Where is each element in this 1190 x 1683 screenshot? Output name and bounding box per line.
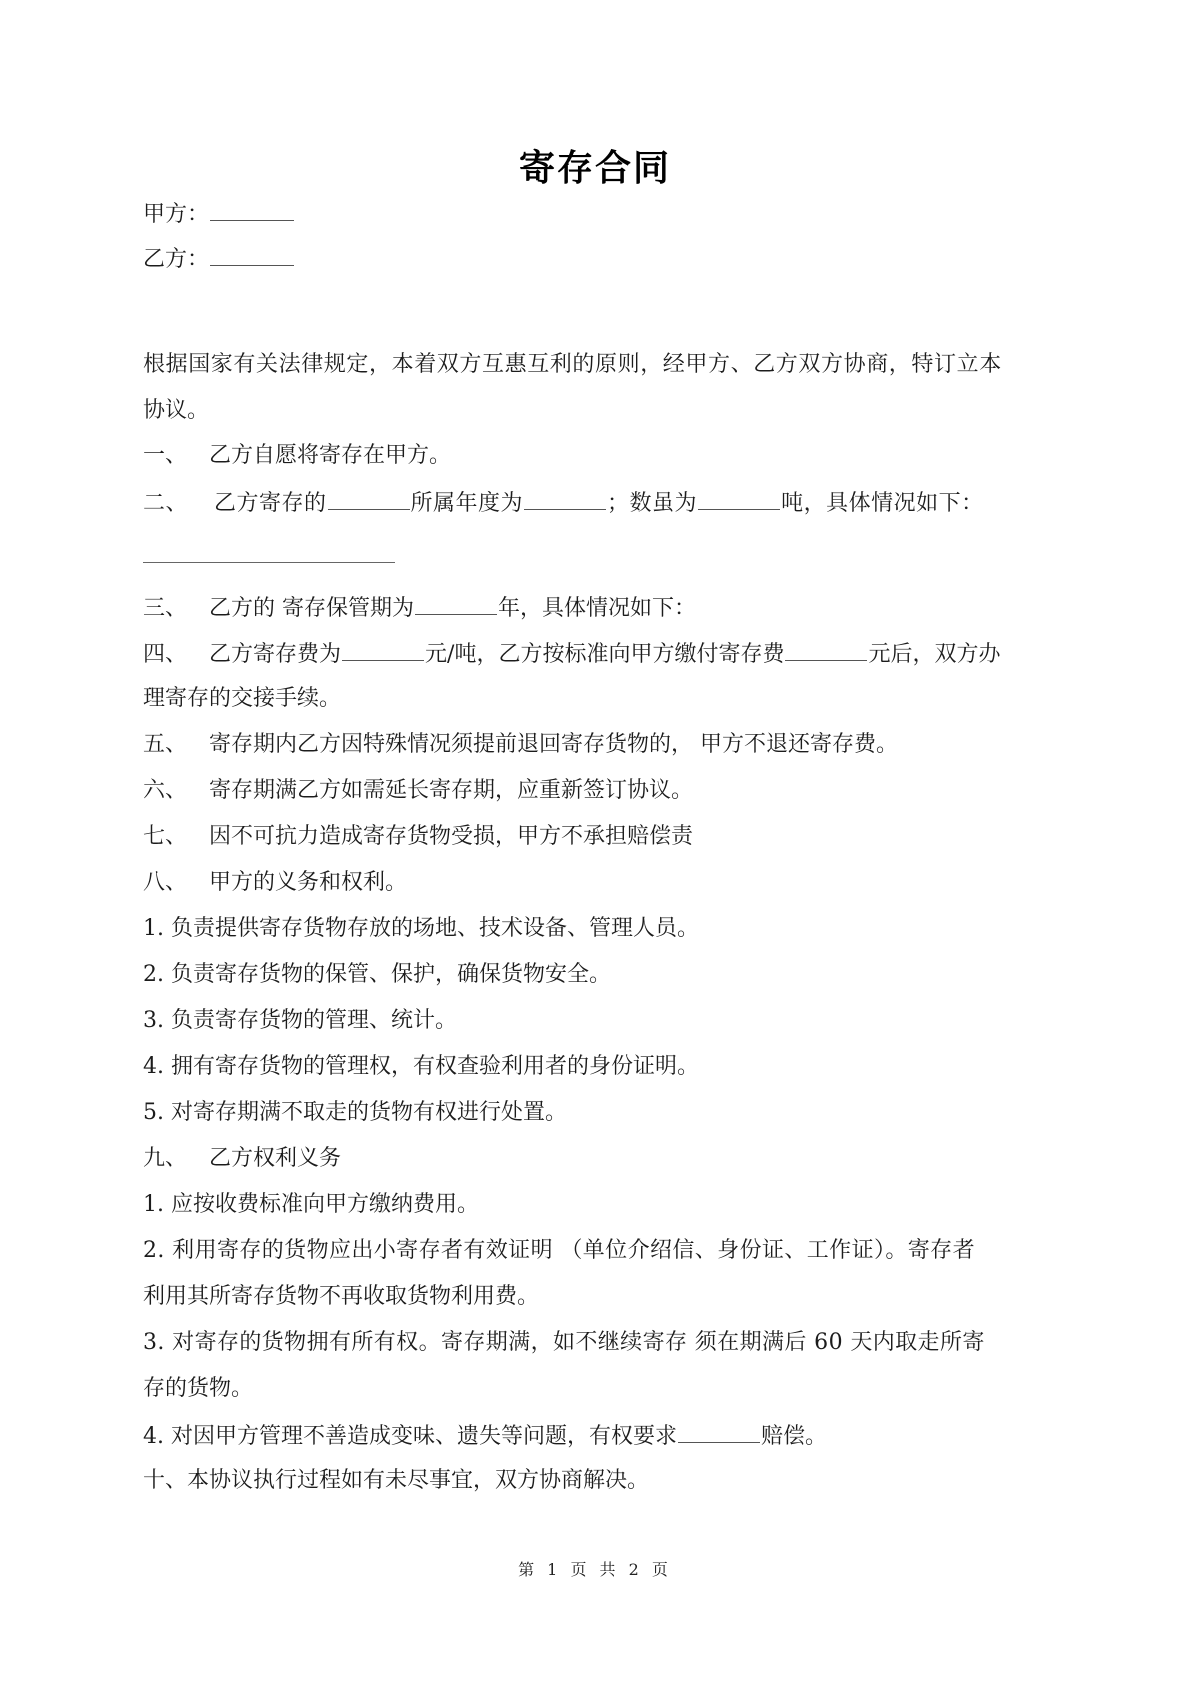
- details-blank-line[interactable]: [143, 562, 395, 563]
- page-footer: 第 1 页 共 2 页: [518, 1560, 672, 1579]
- clause-9-item-2: 2. 利用寄存的货物应出小寄存者有效证明 （单位介绍信、身份证、工作证）。寄存者: [143, 1238, 975, 1263]
- clause-9-item-2-continued: 利用其所寄存货物不再收取货物利用费。: [143, 1284, 540, 1309]
- clause-4: [143, 638, 1000, 670]
- clause-text: 元后，双方办: [868, 642, 1001, 667]
- unit-fee-blank[interactable]: [342, 638, 424, 661]
- clause-2: [143, 487, 984, 519]
- clause-3: [143, 592, 696, 624]
- clause-text: 乙方寄存费为: [209, 642, 342, 667]
- clause-8: [143, 868, 407, 898]
- clause-1: [143, 441, 451, 471]
- document-title: 寄存合同: [518, 147, 671, 189]
- quantity-blank[interactable]: [698, 487, 780, 510]
- clause-7: [143, 822, 693, 852]
- clause-8-item-3: 3. 负责寄存货物的管理、统计。: [143, 1008, 457, 1033]
- clause-number: 五、: [143, 732, 188, 757]
- year-blank[interactable]: [524, 487, 606, 510]
- clause-text: 所属年度为: [410, 491, 524, 516]
- preamble-line-2: 协议。: [143, 398, 210, 423]
- party-a-blank[interactable]: [210, 198, 294, 221]
- clause-9-item-3-continued: 存的货物。: [143, 1376, 254, 1401]
- clause-9-item-3: 3. 对寄存的货物拥有所有权。寄存期满，如不继续寄存 须在期满后 60 天内取走所寄: [143, 1330, 985, 1355]
- clause-9-item-1: 1. 应按收费标准向甲方缴纳费用。: [143, 1192, 479, 1217]
- party-a-label: 甲方：: [143, 202, 210, 227]
- clause-text: 寄存期满乙方如需延长寄存期，应重新签订协议。: [209, 778, 694, 803]
- clause-number: 二、: [143, 491, 189, 516]
- clause-10: 十、本协议执行过程如有未尽事宜，双方协商解决。: [143, 1468, 650, 1493]
- clause-text: 元/吨，乙方按标准向甲方缴付寄存费: [425, 642, 785, 667]
- clause-9: [143, 1144, 341, 1174]
- clause-number: 一、: [143, 443, 188, 468]
- total-fee-blank[interactable]: [785, 638, 867, 661]
- clause-9-item-4: [143, 1420, 827, 1452]
- clause-8-item-4: 4. 拥有寄存货物的管理权，有权查验利用者的身份证明。: [143, 1054, 699, 1079]
- clause-number: 八、: [143, 870, 188, 895]
- preamble-line-1: 根据国家有关法律规定，本着双方互惠互利的原则，经甲方、乙方双方协商，特订立本: [143, 352, 1002, 377]
- clause-4-continued: 理寄存的交接手续。: [143, 686, 342, 711]
- clause-8-item-1: 1. 负责提供寄存货物存放的场地、技术设备、管理人员。: [143, 916, 699, 941]
- clause-text: 年，具体情况如下：: [498, 596, 697, 621]
- clause-6: [143, 776, 693, 806]
- clause-text: 乙方权利义务: [209, 1146, 342, 1171]
- party-b-line: [143, 243, 295, 275]
- clause-text: 吨，具体情况如下：: [781, 491, 984, 516]
- clause-text: 4. 对因甲方管理不善造成变味、遗失等问题，有权要求: [143, 1424, 677, 1449]
- goods-blank[interactable]: [328, 487, 410, 510]
- term-blank[interactable]: [415, 592, 497, 615]
- clause-number: 三、: [143, 596, 188, 621]
- clause-number: 七、: [143, 824, 188, 849]
- party-a-line: [143, 198, 295, 230]
- clause-text: 乙方自愿将寄存在甲方。: [209, 443, 452, 468]
- clause-number: 九、: [143, 1146, 188, 1171]
- clause-5: [143, 730, 898, 760]
- party-b-label: 乙方：: [143, 247, 210, 272]
- clause-text: 因不可抗力造成寄存货物受损，甲方不承担赔偿责: [209, 824, 694, 849]
- clause-text: 乙方寄存的: [214, 491, 327, 516]
- clause-number: 四、: [143, 642, 188, 667]
- clause-text: 寄存期内乙方因特殊情况须提前退回寄存货物的， 甲方不退还寄存费。: [209, 732, 899, 757]
- clause-text: 赔偿。: [761, 1424, 828, 1449]
- clause-8-item-2: 2. 负责寄存货物的保管、保护，确保货物安全。: [143, 962, 611, 987]
- clause-text: ；数虽为: [607, 491, 698, 516]
- clause-text: 甲方的义务和权利。: [209, 870, 408, 895]
- clause-text: 乙方的 寄存保管期为: [209, 596, 415, 621]
- clause-number: 六、: [143, 778, 188, 803]
- clause-8-item-5: 5. 对寄存期满不取走的货物有权进行处置。: [143, 1100, 567, 1125]
- compensation-blank[interactable]: [678, 1420, 760, 1443]
- party-b-blank[interactable]: [210, 243, 294, 266]
